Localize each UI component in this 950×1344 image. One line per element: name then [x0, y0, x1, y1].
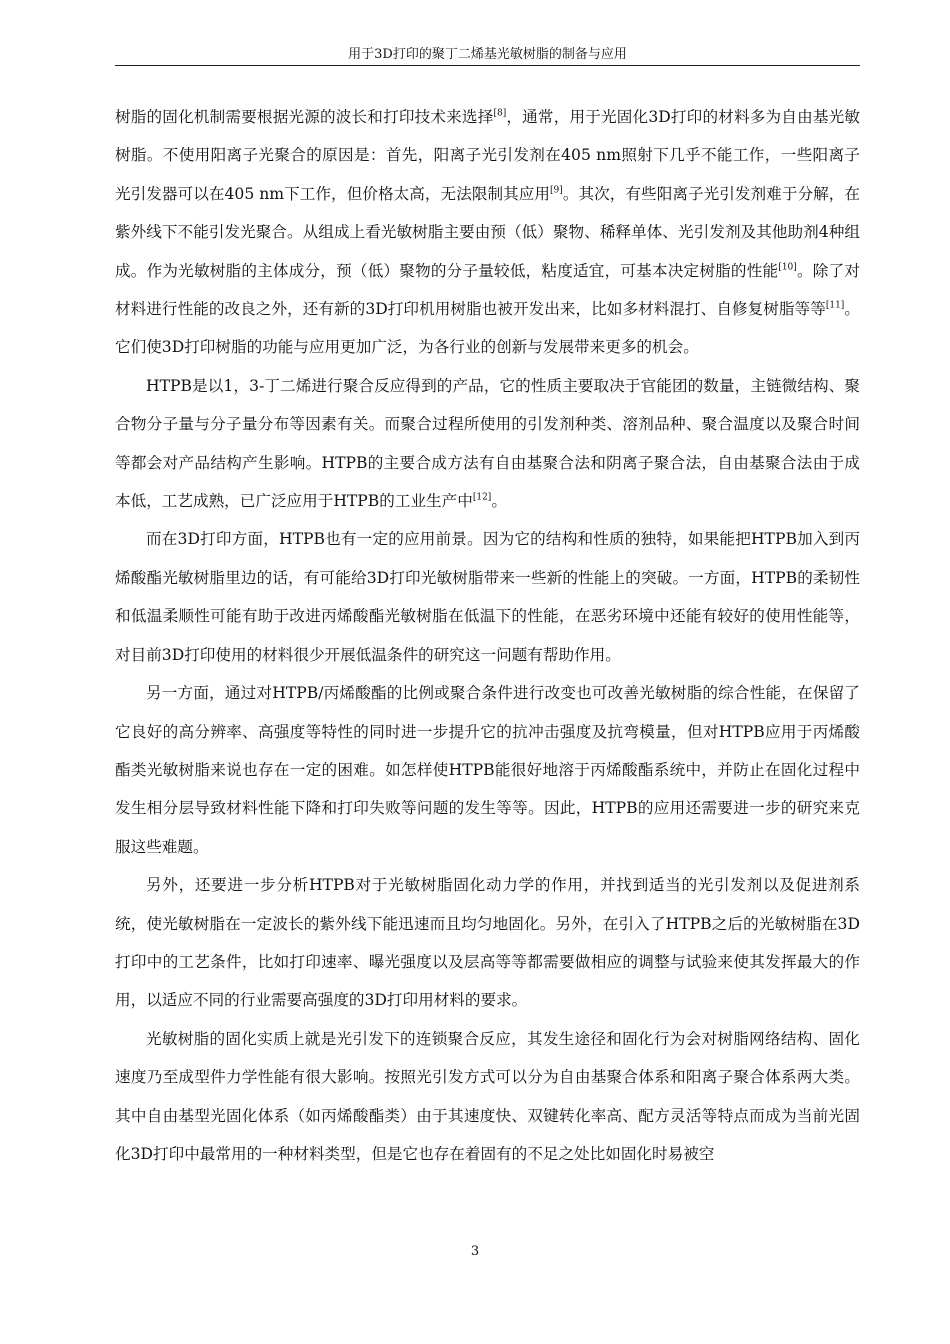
citation-9: [9]	[550, 185, 563, 196]
page-number: 3	[470, 1244, 480, 1259]
paragraph-3: 而在3D打印方面，HTPB也有一定的应用前景。因为它的结构和性质的独特，如果能把HTPB加入到丙烯酸酯光敏树脂里边的话，有可能给3D打印光敏树脂带来一些新的性能上的突破。一方面，HTPB的柔韧性和低温柔顺性可能有助于改进丙烯酸酯光敏树脂在低温下的性能，在恶劣环境中还能有较好的使用性能等，对目前3D打印使用的材料很少开展低温条件的研究这一问题有帮助作用。	[115, 530, 860, 664]
paragraph-2-text-b: 。	[491, 492, 507, 511]
paragraph-2	[115, 367, 860, 521]
paragraph-1-text-a: 树脂的固化机制需要根据光源的波长和打印技术来选择	[115, 108, 494, 126]
paragraph-6: 光敏树脂的固化实质上就是光引发下的连锁聚合反应，其发生途径和固化行为会对树脂网络结构、固化速度乃至成型件力学性能有很大影响。按照光引发方式可以分为自由基聚合体系和阳离子聚合体系两大类。其中自由基型光固化体系（如丙烯酸酯类）由于其速度快、双键转化率高、配方灵活等特点而成为当前光固化3D打印中最常用的一种材料类型，但是它也存在着固有的不足之处比如固化时易被空	[115, 1029, 860, 1163]
citation-8: [8]	[493, 108, 507, 119]
paragraph-2-text-a: HTPB是以1，3-丁二烯进行聚合反应得到的产品，它的性质主要取决于官能团的数量，主链微结构、聚合物分子量与分子量分布等因素有关。而聚合过程所使用的引发剂种类、溶剂品种、聚合温度以及聚合时间等都会对产品结构产生影响。HTPB的主要合成方法有自由基聚合法和阴离子聚合法，自由基聚合法由于成本低，工艺成熟，已广泛应用于HTPB的工业生产中	[115, 376, 860, 511]
paragraph-1-text-e: 。它们使3D打印树脂的功能与应用更加广泛，为各行业的创新与发展带来更多的机会。	[115, 300, 860, 357]
paragraph-1-text-d: 。除了对材料进行性能的改良之外，还有新的3D打印机用树脂也被开发出来，比如多材料混打、自修复树脂等等	[115, 261, 860, 319]
paragraph-1-text-c: 。其次，有些阳离子光引发剂难于分解，在紫外线下不能引发光聚合。从组成上看光敏树脂主要由预（低）聚物、稀释单体、光引发剂及其他助剂4种组成。作为光敏树脂的主体成分，预（低）聚物的分子量较低，粘度适宜，可基本决定树脂的性能	[115, 184, 860, 280]
paragraph-1-text-b: ，通常，用于光固化3D打印的材料多为自由基光敏树脂。不使用阳离子光聚合的原因是：首先，阳离子光引发剂在405 nm照射下几乎不能工作，一些阳离子光引发器可以在405 nm下工作，但价格太高，无法限制其应用	[115, 108, 860, 203]
citation-12: [12]	[472, 492, 492, 503]
paragraph-5: 另外，还要进一步分析HTPB对于光敏树脂固化动力学的作用，并找到适当的光引发剂以及促进剂系统，使光敏树脂在一定波长的紫外线下能迅速而且均匀地固化。另外，在引入了HTPB之后的光敏树脂在3D打印中的工艺条件，比如打印速率、曝光强度以及层高等等都需要做相应的调整与试验来使其发挥最大的作用，以适应不同的行业需要高强度的3D打印用材料的要求。	[115, 876, 860, 1010]
citation-11: [11]	[825, 300, 845, 311]
body-text	[115, 98, 860, 1173]
paragraph-4: 另一方面，通过对HTPB/丙烯酸酯的比例或聚合条件进行改变也可改善光敏树脂的综合性能，在保留了它良好的高分辨率、高强度等特性的同时进一步提升它的抗冲击强度及抗弯模量，但对HTPB应用于丙烯酸酯类光敏树脂来说也存在一定的困难。如怎样使HTPB能很好地溶于丙烯酸酯系统中，并防止在固化过程中发生相分层导致材料性能下降和打印失败等问题的发生等等。因此，HTPB的应用还需要进一步的研究来克服这些难题。	[115, 684, 860, 856]
running-header: 用于3D打印的聚丁二烯基光敏树脂的制备与应用	[115, 44, 860, 66]
paragraph-1	[115, 98, 860, 367]
citation-10: [10]	[778, 262, 797, 273]
